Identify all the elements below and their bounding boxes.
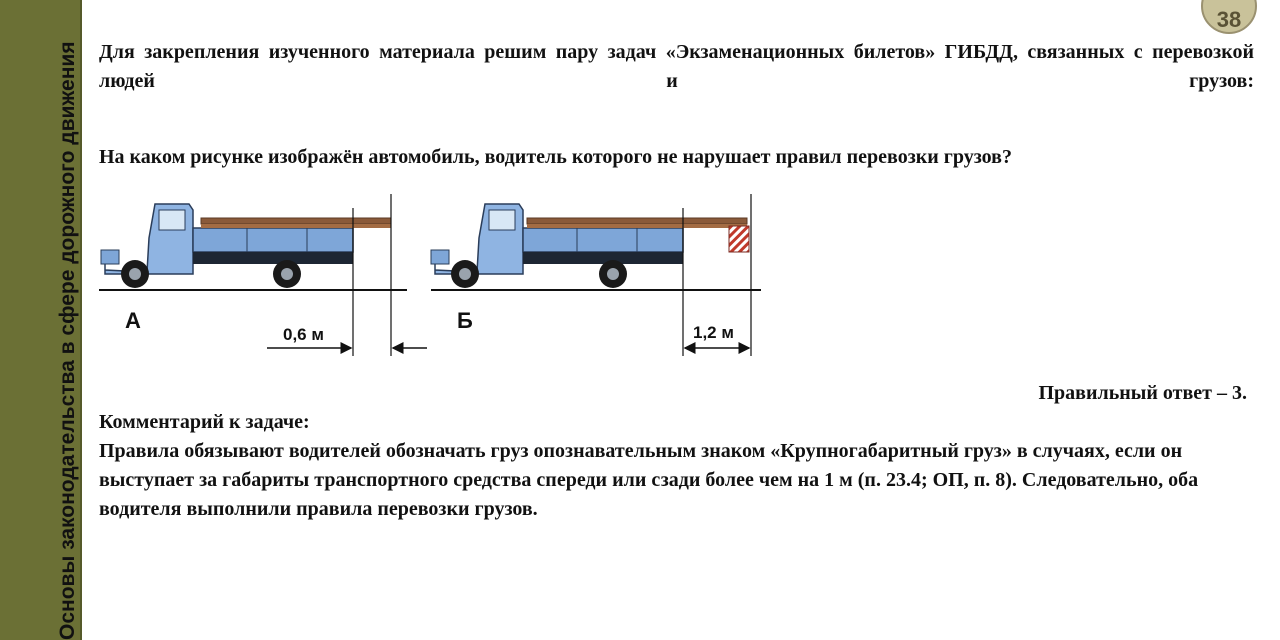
- truck-a: [99, 194, 427, 356]
- truck-b: [431, 194, 761, 356]
- trucks-illustration: [97, 188, 777, 360]
- sidebar-title: Основы законодательства в сфере дорожного движения: [56, 41, 79, 640]
- correct-answer: Правильный ответ – 3.: [1038, 382, 1247, 404]
- truck-b-dimension: 1,2 м: [693, 323, 734, 342]
- truck-b-label: Б: [457, 308, 473, 333]
- comment-body: Правила обязывают водителей обозначать груз опознавательным знаком «Крупногабаритный груз» в случаях, если он выступает за габариты транспортного средства спереди или сзади более чем на 1 м (п. 23.4; ОП, п. 8). Следовательно, оба водителя выполнили правила перевозки грузов.: [99, 440, 1199, 520]
- oversize-cargo-marker: [729, 226, 749, 252]
- truck-a-label: А: [125, 308, 141, 333]
- page-number-badge: 38: [1201, 0, 1257, 34]
- intro-text: Для закрепления изученного материала решим пару задач «Экзаменационных билетов» ГИБДД, связанных с перевозкой людей и грузов:: [99, 41, 1254, 92]
- question-text: На каком рисунке изображён автомобиль, водитель которого не нарушает правил перевозки грузов?: [99, 146, 1012, 168]
- comment-title: Комментарий к задаче:: [99, 411, 310, 433]
- trucks-figure: [97, 188, 777, 360]
- sidebar: [0, 0, 82, 640]
- truck-a-dimension: 0,6 м: [283, 325, 324, 344]
